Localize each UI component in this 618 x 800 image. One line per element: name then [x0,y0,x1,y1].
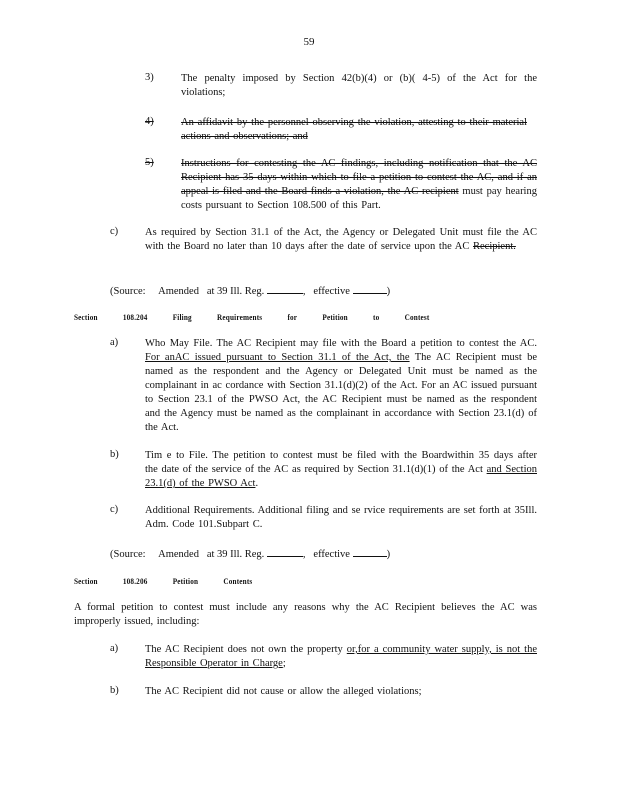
section-word: Section [74,313,98,322]
blank-line [267,546,303,557]
blank-line [267,283,303,294]
item-label: c) [110,226,119,237]
item-text [145,449,537,491]
item-text-deleted: Recipient. [473,241,516,252]
section-number: 108.204 [122,313,148,322]
section-heading [74,313,455,322]
item-text: The AC Recipient did not cause or allow the alleged violations; [145,686,422,697]
source-amended: Amended [158,286,199,297]
item-text [181,157,537,213]
item-text [145,226,537,254]
item-text [145,643,537,671]
item-text-deleted: Instructions for contesting the AC findings, including notification that the AC Recipient has 35 days within which to file a petition to contest the AC, and if an appeal is filed and the Board finds a violation, the AC recipient [181,158,537,197]
item-text-inserted: or,for a community water supply, is not the Responsible Operator in Charge [145,644,537,669]
item-text [145,337,537,435]
section-title-word: Petition [172,577,199,586]
page-number: 59 [303,36,315,48]
item-text-inserted: For anAC issued pursuant to Section 31.1 of the Act, the [145,352,410,363]
item-label: b) [110,685,119,696]
source-reg: at 39 Ill. Reg. [206,286,265,297]
item-text-end: . [255,478,259,489]
source-reg: at 39 Ill. Reg. [206,549,265,560]
item-text-main: As required by Section 31.1 of the Act, the Agency or Delegated Unit must file the AC with the Board no later than 10 days after the date of service upon the AC [145,227,537,252]
section-word: Section [74,577,98,586]
source-note: (Source: Amended at 39 Ill. Reg. , effective ) [110,546,390,560]
source-prefix: (Source: [110,549,146,560]
section-title-word: Contest [404,313,430,322]
item-text-remaining: must pay hearing costs pursuant to Section 108.500 of this Part. [181,186,537,211]
item-text: The penalty imposed by Section 42(b)(4) or (b)( 4-5) of the Act for the violations; [181,73,537,98]
item-text-end: ; [282,658,286,669]
source-suffix: ) [386,549,391,560]
source-effective: effective [313,286,350,297]
section-title-word: Filing [172,313,192,322]
source-effective: effective [313,549,350,560]
item-text-main: Tim e to File. The petition to contest must be filed with the Boardwithin 35 days after the date of the service of the AC as required by Section 31.1(d)(1) of the Act [145,450,537,475]
item-text-main: Who May File. The AC Recipient may file with the Board a petition to contest the AC. [145,338,537,349]
item-label: 4) [145,116,154,127]
blank-line [353,283,387,294]
source-suffix: ) [386,286,391,297]
item-text-main: The AC Recipient does not own the property [145,644,343,655]
section-title-word: Contents [223,577,253,586]
item-text-deleted: An affidavit by the personnel observing the violation, attesting to their material actions and observations; and [181,117,527,142]
source-prefix: (Source: [110,286,146,297]
source-note: (Source: Amended at 39 Ill. Reg. , effective ) [110,283,390,297]
source-amended: Amended [158,549,199,560]
section-title-word: for [287,313,298,322]
item-text-inserted: and Section 23.1(d) of the PWSO Act [145,464,537,489]
item-text: Additional Requirements. Additional filing and se rvice requirements are set forth at 35Ill. Adm. Code 101.Subpart C. [145,505,537,530]
item-text-middle: The AC Recipient must be named as the respondent and the Agency or Delegated Unit must be named as the complainant in ac cordance with Section 31.1(d)(2) of the Act. [145,352,538,391]
section-title-word: to [373,313,380,322]
section-heading [74,577,278,586]
section-number: 108.206 [122,577,148,586]
blank-line [353,546,387,557]
item-text-end: For an AC issued pursuant to Section 23.1 of the PWSO Act, the AC Recipient must be named as the respondent and the Agency must be named as the complainant in accordance with Section 23.1(d) of the Act. [145,380,537,433]
item-label: c) [110,504,119,515]
item-label: b) [110,449,119,460]
petition-intro: A formal petition to contest must include any reasons why the AC Recipient believes the AC was improperly issued, including: [74,602,537,627]
section-title-word: Petition [322,313,348,322]
item-label: a) [110,337,119,348]
item-label: 3) [145,72,154,83]
section-title-word: Requirements [217,313,263,322]
item-label: 5) [145,157,154,168]
item-label: a) [110,643,119,654]
